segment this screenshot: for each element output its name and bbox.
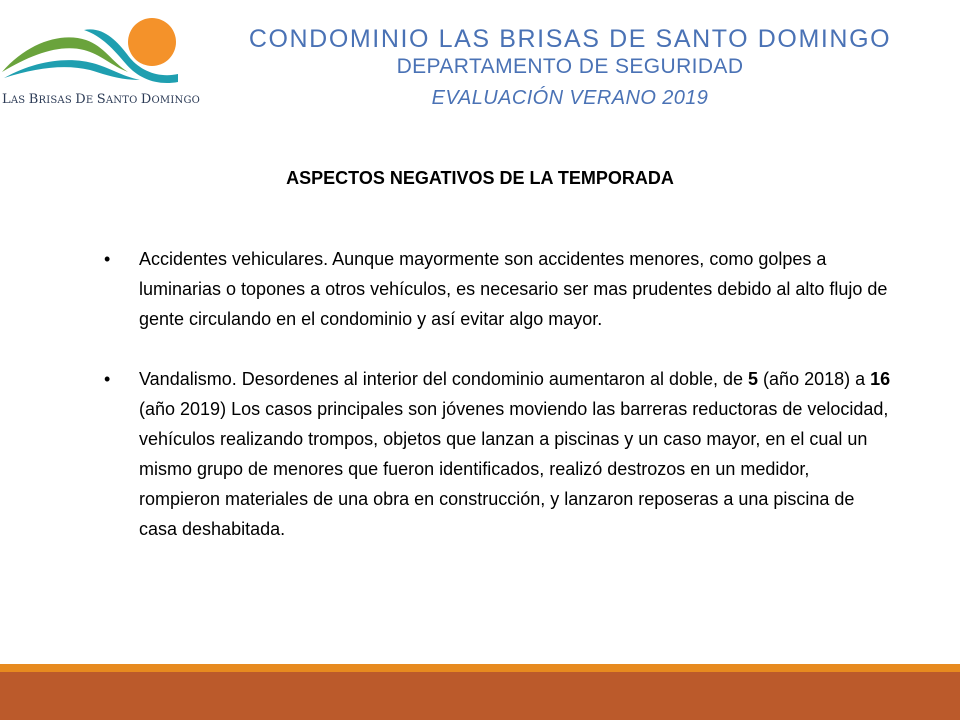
page-title: CONDOMINIO LAS BRISAS DE SANTO DOMINGO bbox=[248, 25, 892, 53]
item-text: (año 2018) a bbox=[758, 369, 871, 389]
list-item bbox=[104, 244, 894, 334]
count-2018: 5 bbox=[748, 369, 759, 389]
logo-text: LAS BRISAS DE SANTO DOMINGO bbox=[2, 92, 201, 107]
section-title: ASPECTOS NEGATIVOS DE LA TEMPORADA bbox=[286, 168, 674, 188]
item-text: (año 2019) Los casos principales son jóvenes moviendo las barreras reductoras de velocidad, vehículos realizando trompos, objetos que lanzan a piscinas y un caso mayor, en el cual un mismo grupo de menores que fueron identificados, realizó destrozos en un medidor, rompieron materiales de una obra en construcción, y lanzaron reposeras a una piscina de casa deshabitada. bbox=[139, 399, 889, 539]
evaluation-subtitle: EVALUACIÓN VERANO 2019 bbox=[431, 87, 709, 109]
logo bbox=[0, 8, 201, 107]
bullet-icon: • bbox=[104, 249, 111, 269]
item-text: Accidentes vehiculares. Aunque mayormente son accidentes menores, como golpes a luminarias o topones a otros vehículos, es necesario ser mas prudentes debido al alto flujo de gente circulando en el condominio y así evitar algo mayor. bbox=[139, 249, 888, 329]
footer-band-bottom bbox=[0, 672, 960, 720]
department-subtitle: DEPARTAMENTO DE SEGURIDAD bbox=[396, 55, 744, 78]
count-2019: 16 bbox=[870, 369, 891, 389]
header bbox=[200, 24, 940, 112]
brisas-logo-icon bbox=[0, 8, 185, 93]
list-item bbox=[104, 364, 894, 544]
footer-band-top bbox=[0, 664, 960, 672]
bullet-list bbox=[104, 244, 894, 544]
bullet-icon: • bbox=[104, 369, 111, 389]
item-text: Vandalismo. Desordenes al interior del condominio aumentaron al doble, de bbox=[139, 369, 749, 389]
